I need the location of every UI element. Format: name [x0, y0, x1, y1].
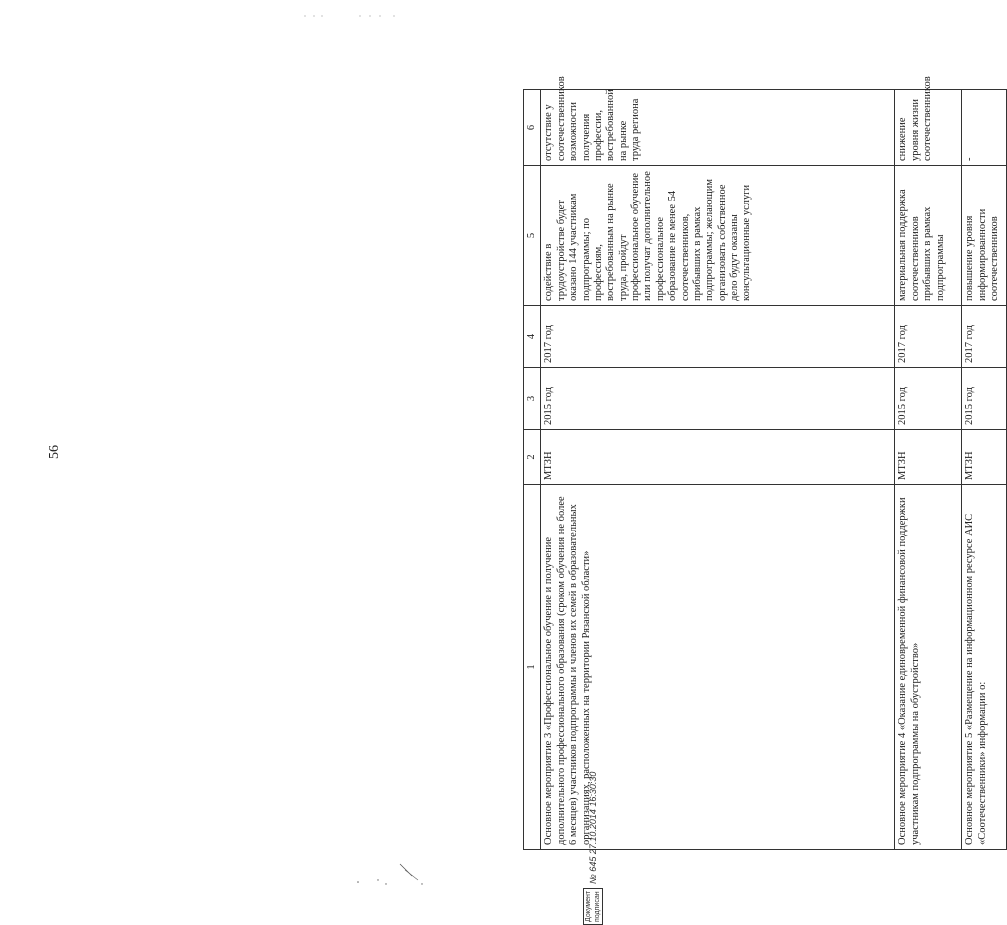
expected-result-cell: материальная поддержка соотечественников прибывших в рамках подпрограммы: [894, 166, 961, 306]
header-cell-5: 5: [523, 166, 540, 306]
end-year-cell: 2017 год: [894, 306, 961, 368]
document-table-container: [523, 76, 1000, 850]
table-row: [894, 90, 961, 850]
executor-cell: МТЗН: [894, 430, 961, 485]
measure-name-cell: Основное мероприятие 5 «Размещение на информационном ресурсе АИС «Соотечественники» информации о:: [961, 485, 1006, 850]
expected-result-cell: содействие в трудоустройстве будет оказано 144 участникам подпрограммы; по профессиям, востребованным на рынке труда, пройдут профессиональное обучение или получат дополнительное профессиональное образование не менее 54 соотечественников, прибывших в рамках подпрограммы; желающим организовать собственное дело будут оказаны консультационные услуги: [540, 166, 894, 306]
expected-result-cell: повышение уровня информированности соотечественников: [961, 166, 1006, 306]
start-year-cell: 2015 год: [961, 368, 1006, 430]
executor-cell: МТЗН: [540, 430, 894, 485]
table-header-row: [523, 90, 540, 850]
header-cell-2: 2: [523, 430, 540, 485]
header-cell-4: 4: [523, 306, 540, 368]
table-row: [540, 90, 894, 850]
scan-artifact-marks: [350, 860, 440, 890]
stamp-label: Документ подписан: [583, 888, 603, 925]
scan-artifact-dots: [300, 6, 400, 12]
stamp-text: № 645 27.10.2014 16:30:30: [588, 771, 598, 884]
measure-name-cell: Основное мероприятие 3 «Профессиональное обучение и получение дополнительного профессионального образования (сроком обучения не более 6 месяцев) участников подпрограммы и членов их семей в образовательных организациях, расположенных на территории Рязанской области»: [540, 485, 894, 850]
start-year-cell: 2015 год: [894, 368, 961, 430]
consequence-cell: снижение уровня жизни соотечественников: [894, 90, 961, 166]
consequence-cell: отсутствие у соотечественников возможности получения профессии, востребованной на рынке труда региона: [540, 90, 894, 166]
measures-table: [523, 76, 1007, 850]
header-cell-6: 6: [523, 90, 540, 166]
measure-name-cell: Основное мероприятие 4 «Оказание единовременной финансовой поддержки участникам подпрограммы на обустройство»: [894, 485, 961, 850]
start-year-cell: 2015 год: [540, 368, 894, 430]
executor-cell: МТЗН: [961, 430, 1006, 485]
header-cell-3: 3: [523, 368, 540, 430]
header-cell-1: 1: [523, 485, 540, 850]
end-year-cell: 2017 год: [961, 306, 1006, 368]
consequence-cell: -: [961, 90, 1006, 166]
signature-stamp: [583, 771, 603, 925]
table-row: [961, 90, 1006, 850]
page-number: 56: [47, 445, 62, 459]
end-year-cell: 2017 год: [540, 306, 894, 368]
